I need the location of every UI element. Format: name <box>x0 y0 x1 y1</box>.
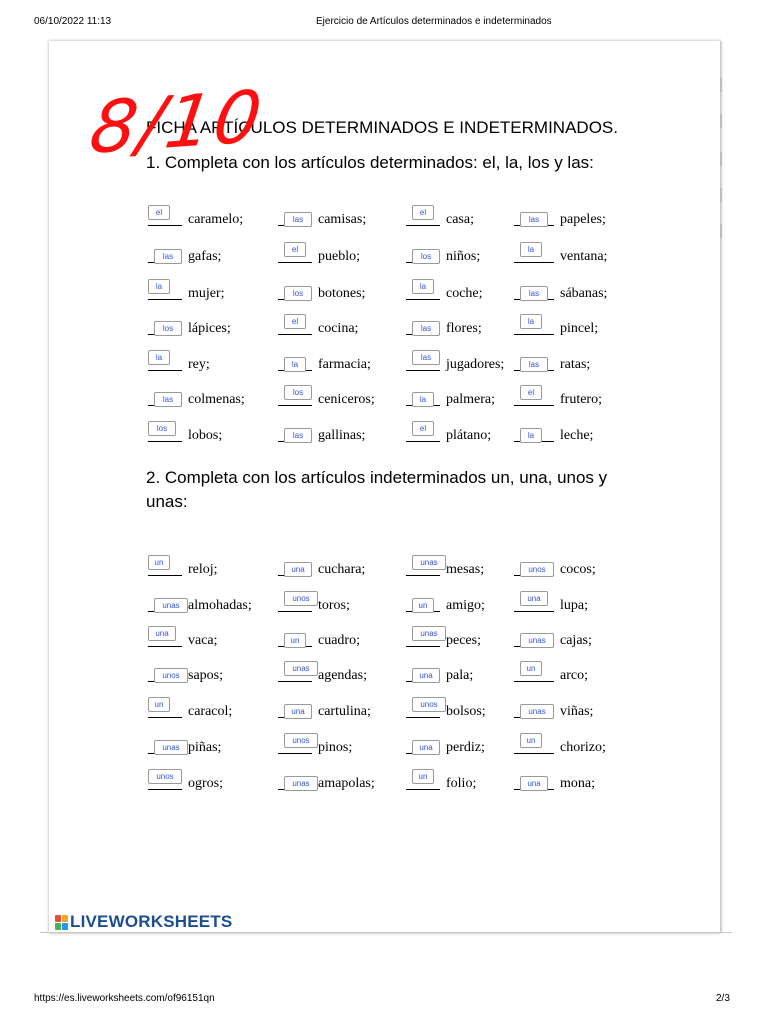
answer-input[interactable]: unos <box>148 769 182 784</box>
part2-row <box>0 767 768 797</box>
answer-blank-line <box>514 405 554 406</box>
exercise-word: farmacia; <box>318 357 371 372</box>
part1-row <box>0 348 768 378</box>
answer-blank-line <box>514 753 554 754</box>
exercise-word: mujer; <box>188 286 225 301</box>
answer-input[interactable]: una <box>520 776 548 791</box>
answer-input[interactable]: los <box>148 421 176 436</box>
answer-input[interactable]: un <box>520 661 542 676</box>
exercise-word: flores; <box>446 321 482 336</box>
answer-blank-line <box>406 717 440 718</box>
answer-input[interactable]: unos <box>520 562 554 577</box>
exercise-word: gafas; <box>188 249 222 264</box>
answer-blank-line <box>514 334 554 335</box>
section1-instruction: 1. Completa con los artículos determinados: el, la, los y las: <box>146 153 594 172</box>
answer-input[interactable]: unas <box>412 555 446 570</box>
answer-input[interactable]: un <box>520 733 542 748</box>
answer-input[interactable]: los <box>412 249 440 264</box>
exercise-word: lupa; <box>560 598 588 613</box>
answer-input[interactable]: un <box>412 769 434 784</box>
answer-input[interactable]: las <box>520 357 548 372</box>
answer-input[interactable]: la <box>520 428 542 443</box>
answer-input[interactable]: unos <box>412 697 446 712</box>
exercise-word: casa; <box>446 212 474 227</box>
answer-input[interactable]: la <box>284 357 306 372</box>
answer-blank-line <box>406 225 440 226</box>
answer-input[interactable]: unos <box>284 591 318 606</box>
answer-input[interactable]: unas <box>520 704 554 719</box>
exercise-word: pueblo; <box>318 249 360 264</box>
answer-blank-line <box>406 646 440 647</box>
answer-input[interactable]: un <box>148 555 170 570</box>
worksheet-title: FICHA ARTÍCULOS DETERMINADOS E INDETERMINADOS. <box>146 118 618 137</box>
exercise-word: bolsos; <box>446 704 486 719</box>
exercise-word: cocina; <box>318 321 359 336</box>
scrollbar-mark <box>720 188 722 202</box>
answer-blank-line <box>278 753 312 754</box>
answer-input[interactable]: la <box>520 242 542 257</box>
answer-input[interactable]: el <box>412 421 434 436</box>
exercise-word: pinos; <box>318 740 353 755</box>
part2-row <box>0 553 768 583</box>
exercise-word: camisas; <box>318 212 367 227</box>
part1-row <box>0 277 768 307</box>
answer-input[interactable]: unas <box>284 776 318 791</box>
answer-blank-line <box>406 370 440 371</box>
exercise-word: amapolas; <box>318 776 375 791</box>
part2-row <box>0 624 768 654</box>
answer-blank-line <box>148 789 182 790</box>
answer-blank-line <box>514 681 554 682</box>
print-datetime: 06/10/2022 11:13 <box>34 16 112 27</box>
answer-input[interactable]: un <box>412 598 434 613</box>
answer-input[interactable]: el <box>284 242 306 257</box>
exercise-word: caramelo; <box>188 212 244 227</box>
exercise-word: niños; <box>446 249 481 264</box>
answer-blank-line <box>406 575 440 576</box>
exercise-word: caracol; <box>188 704 233 719</box>
answer-blank-line <box>148 225 182 226</box>
answer-input[interactable]: las <box>412 350 440 365</box>
answer-input[interactable]: un <box>148 697 170 712</box>
answer-input[interactable]: una <box>148 626 176 641</box>
logo-icon <box>55 915 68 930</box>
answer-blank-line <box>406 789 440 790</box>
answer-blank-line <box>148 717 182 718</box>
answer-input[interactable]: unos <box>284 733 318 748</box>
part1-row <box>0 203 768 233</box>
exercise-word: arco; <box>560 668 588 683</box>
answer-input[interactable]: unas <box>412 626 446 641</box>
scrollbar-mark <box>720 152 722 166</box>
answer-blank-line <box>278 262 312 263</box>
exercise-word: pincel; <box>560 321 599 336</box>
exercise-word: sapos; <box>188 668 223 683</box>
part1-row <box>0 312 768 342</box>
answer-input[interactable]: una <box>284 562 312 577</box>
answer-blank-line <box>514 611 554 612</box>
answer-blank-line <box>406 299 440 300</box>
exercise-word: vaca; <box>188 633 218 648</box>
grade-score: 8/10 <box>84 74 269 170</box>
answer-input[interactable]: las <box>520 212 548 227</box>
answer-blank-line <box>406 441 440 442</box>
answer-blank-line <box>278 405 312 406</box>
answer-input[interactable]: los <box>284 286 312 301</box>
answer-blank-line <box>148 299 182 300</box>
answer-input[interactable]: los <box>154 321 182 336</box>
answer-input[interactable]: la <box>148 350 170 365</box>
exercise-word: leche; <box>560 428 594 443</box>
exercise-word: cajas; <box>560 633 592 648</box>
answer-blank-line <box>148 370 182 371</box>
part2-row <box>0 659 768 689</box>
answer-input[interactable]: la <box>148 279 170 294</box>
print-page-count: 2/3 <box>716 993 730 1004</box>
exercise-word: rey; <box>188 357 210 372</box>
answer-input[interactable]: unos <box>154 668 188 683</box>
exercise-word: cuchara; <box>318 562 366 577</box>
exercise-word: papeles; <box>560 212 606 227</box>
answer-input[interactable]: unas <box>154 598 188 613</box>
exercise-word: lápices; <box>188 321 231 336</box>
exercise-word: frutero; <box>560 392 602 407</box>
answer-blank-line <box>148 646 182 647</box>
exercise-word: ogros; <box>188 776 223 791</box>
answer-input[interactable]: unas <box>284 661 318 676</box>
scrollbar-mark <box>720 114 722 128</box>
print-page-title: Ejercicio de Artículos determinados e indeterminados <box>316 16 552 27</box>
exercise-word: amigo; <box>446 598 485 613</box>
answer-input[interactable]: la <box>412 279 434 294</box>
exercise-word: pala; <box>446 668 474 683</box>
exercise-word: ratas; <box>560 357 591 372</box>
exercise-word: cartulina; <box>318 704 371 719</box>
answer-blank-line <box>278 681 312 682</box>
exercise-word: cocos; <box>560 562 596 577</box>
exercise-word: jugadores; <box>446 357 505 372</box>
part2-row <box>0 589 768 619</box>
answer-input[interactable]: las <box>154 249 182 264</box>
exercise-word: ceniceros; <box>318 392 375 407</box>
answer-input[interactable]: el <box>284 314 306 329</box>
exercise-word: plátano; <box>446 428 492 443</box>
exercise-word: ventana; <box>560 249 608 264</box>
answer-input[interactable]: el <box>520 385 542 400</box>
answer-input[interactable]: las <box>520 286 548 301</box>
logo-text: LIVEWORKSHEETS <box>70 912 233 931</box>
exercise-word: viñas; <box>560 704 594 719</box>
answer-input[interactable]: una <box>412 668 440 683</box>
answer-input[interactable]: las <box>154 392 182 407</box>
answer-blank-line <box>148 575 182 576</box>
exercise-word: colmenas; <box>188 392 245 407</box>
exercise-word: folio; <box>446 776 477 791</box>
answer-input[interactable]: la <box>520 314 542 329</box>
exercise-word: toros; <box>318 598 350 613</box>
exercise-word: agendas; <box>318 668 367 683</box>
answer-blank-line <box>514 262 554 263</box>
exercise-word: sábanas; <box>560 286 608 301</box>
answer-input[interactable]: la <box>412 392 434 407</box>
answer-blank-line <box>278 611 312 612</box>
exercise-word: mesas; <box>446 562 485 577</box>
section2-instruction: 2. Completa con los artículos indeterminados un, una, unos y unas: <box>146 468 608 511</box>
part2-row <box>0 731 768 761</box>
exercise-word: piñas; <box>188 740 222 755</box>
scrollbar-mark <box>720 78 722 92</box>
answer-input[interactable]: los <box>284 385 312 400</box>
exercise-word: peces; <box>446 633 481 648</box>
exercise-word: botones; <box>318 286 366 301</box>
answer-blank-line <box>278 334 312 335</box>
answer-input[interactable]: una <box>284 704 312 719</box>
exercise-word: palmera; <box>446 392 495 407</box>
exercise-word: lobos; <box>188 428 223 443</box>
part2-row <box>0 695 768 725</box>
answer-input[interactable]: una <box>520 591 548 606</box>
answer-input[interactable]: unas <box>154 740 188 755</box>
answer-input[interactable]: unas <box>520 633 554 648</box>
part1-row <box>0 240 768 270</box>
answer-input[interactable]: las <box>284 428 312 443</box>
part1-row <box>0 419 768 449</box>
answer-input[interactable]: el <box>148 205 170 220</box>
exercise-word: mona; <box>560 776 595 791</box>
answer-input[interactable]: las <box>284 212 312 227</box>
exercise-word: reloj; <box>188 562 218 577</box>
exercise-word: cuadro; <box>318 633 360 648</box>
print-url: https://es.liveworksheets.com/of96151qn <box>34 993 215 1004</box>
exercise-word: chorizo; <box>560 740 606 755</box>
exercise-word: perdiz; <box>446 740 485 755</box>
answer-input[interactable]: el <box>412 205 434 220</box>
answer-input[interactable]: las <box>412 321 440 336</box>
exercise-word: coche; <box>446 286 483 301</box>
answer-blank-line <box>148 441 182 442</box>
answer-input[interactable]: un <box>284 633 306 648</box>
part1-row <box>0 383 768 413</box>
exercise-word: gallinas; <box>318 428 366 443</box>
exercise-word: almohadas; <box>188 598 252 613</box>
liveworksheets-logo <box>55 910 232 934</box>
answer-input[interactable]: una <box>412 740 440 755</box>
